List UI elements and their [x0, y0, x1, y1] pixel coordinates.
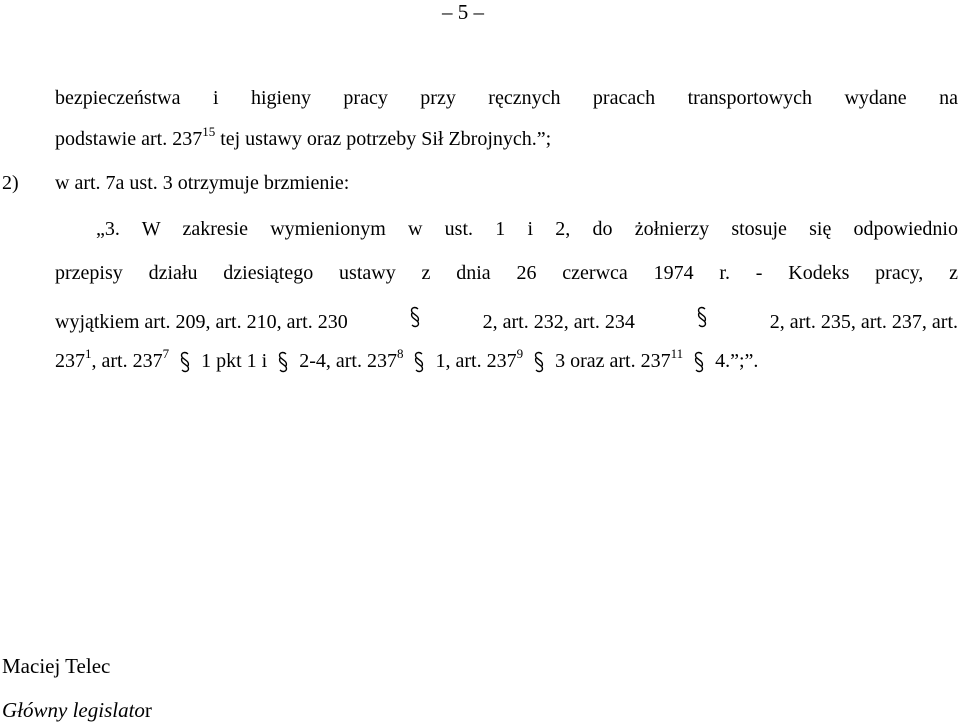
- superscript: 15: [202, 124, 216, 139]
- section-sign-icon: [406, 306, 424, 328]
- superscript: 7: [162, 346, 170, 361]
- body-line-7-e: 1, art. 237: [435, 350, 517, 372]
- body-line-7-d: 2-4, art. 237: [299, 350, 397, 372]
- superscript: 11: [670, 346, 684, 361]
- section-sign-icon: [410, 351, 428, 373]
- body-line-7-b: , art. 237: [91, 350, 163, 372]
- body-line-5: przepisy działu dziesiątego ustawy z dnia 26 czerwca 1974 r. - Kodeks pracy, z: [55, 262, 958, 284]
- body-line-7-f: 3 oraz art. 237: [555, 350, 671, 372]
- body-line-7-c: 1 pkt 1 i: [201, 350, 268, 372]
- page-number: – 5 –: [442, 0, 484, 24]
- body-line-4: „3. W zakresie wymienionym w ust. 1 i 2, do żołnierzy stosuje się odpowiednio: [96, 218, 958, 240]
- body-line-6: [55, 306, 958, 334]
- superscript: 1: [85, 346, 92, 361]
- signature-title-end: r: [144, 698, 152, 722]
- body-line-6-part-1: wyjątkiem art. 209, art. 210, art. 230: [55, 311, 348, 333]
- signature-title-italic: Główny legislato: [2, 698, 145, 722]
- list-item-text: w art. 7a ust. 3 otrzymuje brzmienie:: [55, 172, 350, 194]
- body-line-6-part-2: 2, art. 232, art. 234: [482, 311, 635, 333]
- signature-title: [2, 698, 152, 723]
- body-line-1: bezpieczeństwa i higieny pracy przy ręcznych pracach transportowych wydane na: [55, 87, 958, 109]
- body-line-7-g: 4.”;”.: [715, 350, 759, 372]
- section-sign-icon: [693, 306, 711, 328]
- body-line-7-a: 237: [55, 350, 85, 372]
- body-line-2-end: tej ustawy oraz potrzeby Sił Zbrojnych.”;: [215, 128, 552, 150]
- superscript: 8: [396, 346, 404, 361]
- superscript: 9: [516, 346, 524, 361]
- body-line-7: [55, 346, 759, 373]
- body-line-6-part-3: 2, art. 235, art. 237, art.: [769, 311, 958, 333]
- section-sign-icon: [530, 351, 548, 373]
- body-line-2: [55, 124, 552, 151]
- signature-name: Maciej Telec: [2, 654, 111, 678]
- section-sign-icon: [176, 351, 194, 373]
- section-sign-icon: [690, 351, 708, 373]
- body-line-2-start: podstawie art. 237: [55, 128, 203, 150]
- section-sign-icon: [274, 351, 292, 373]
- list-item-marker: 2): [2, 172, 19, 194]
